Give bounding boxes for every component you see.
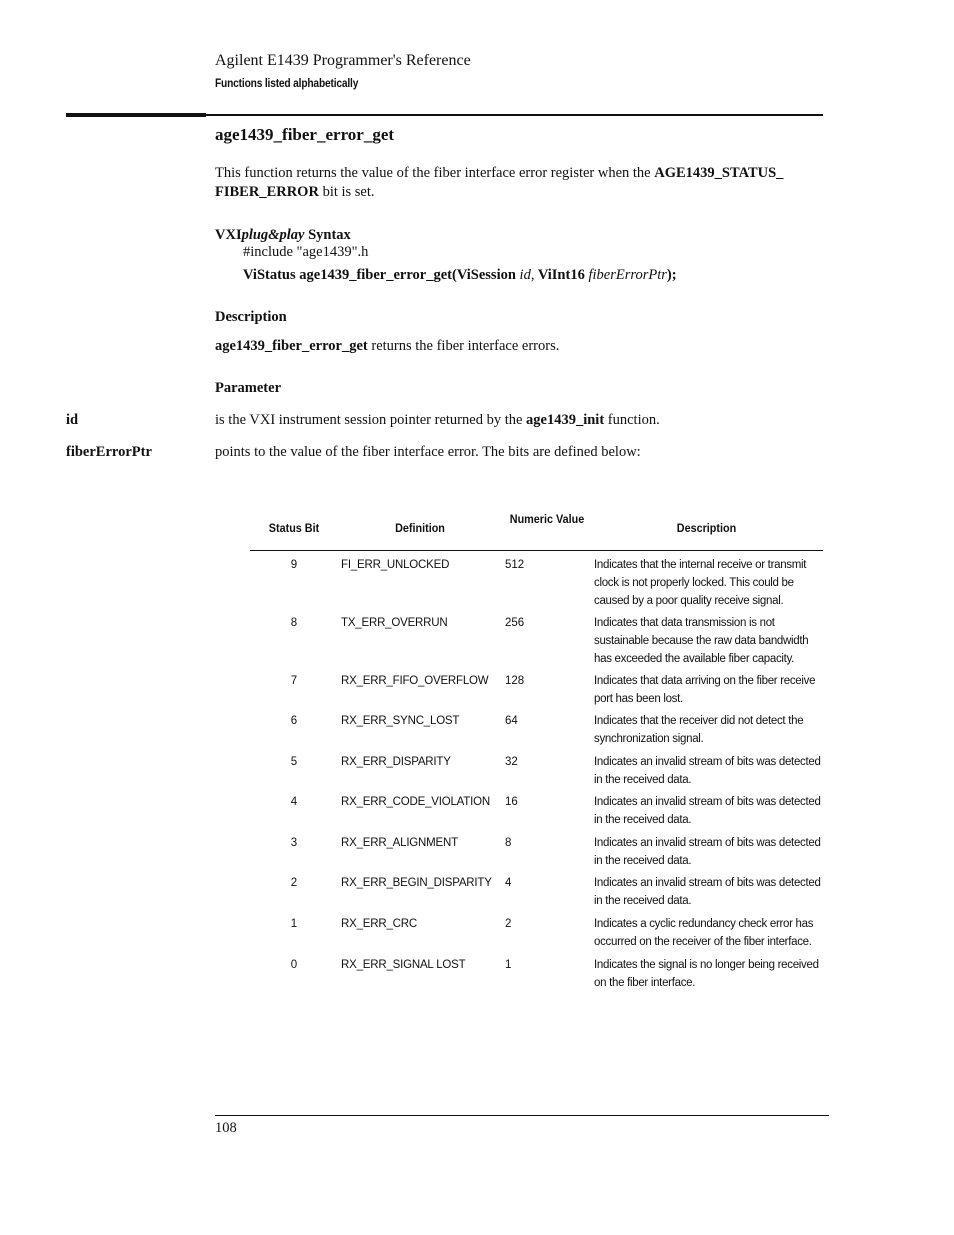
cell-description: Indicates that the internal receive or transmit clock is not properly locked. This could be caused by a poor quality receive signal. [594,559,807,607]
prototype-part: ViInt16 [534,267,589,283]
intro-text-end: bit is set. [318,184,375,200]
prototype-param-fiber: fiberErrorPtr [588,267,667,283]
cell-definition: TX_ERR_OVERRUN [341,617,448,629]
running-header-subtitle: Functions listed alphabetically [215,76,359,90]
prototype-part: ViStatus age1439_fiber_error_get(ViSession [243,267,520,283]
cell-definition: RX_ERR_ALIGNMENT [341,837,458,849]
cell-status-bit: 0 [290,959,298,971]
cell-status-bit: 1 [290,918,298,930]
intro-status-flag: AGE1439_STATUS_ FIBER_ERROR [215,165,784,200]
cell-status-bit: 9 [290,559,298,571]
section-rule-thin [206,114,823,116]
cell-status-bit: 8 [290,617,298,629]
cell-status-bit: 6 [290,715,298,727]
syntax-heading-plugplay: plug&play [241,227,305,243]
column-header-description: Description [676,521,737,535]
cell-description: Indicates that data transmission is not sustainable because the raw data bandwidth has exceeded the available fiber capacity. [594,617,809,665]
column-header-status-bit: Status Bit [268,521,320,535]
description-rest: returns the fiber interface errors. [367,338,560,354]
cell-numeric-value: 128 [505,675,525,687]
cell-status-bit: 3 [290,837,298,849]
parameter-name-fiber-error-ptr: fiberErrorPtr [66,444,152,460]
cell-status-bit: 7 [290,675,298,687]
syntax-heading-vxi: VXI [215,227,242,243]
parameter-name-id: id [66,412,79,428]
parameter-desc-fiber-error-ptr: points to the value of the fiber interface error. The bits are defined below: [215,444,641,460]
cell-description: Indicates an invalid stream of bits was detected in the received data. [594,837,821,867]
syntax-heading [215,227,351,244]
intro-paragraph [215,164,827,202]
cell-numeric-value: 512 [505,559,525,571]
cell-description: Indicates the signal is no longer being received on the fiber interface. [594,959,819,989]
cell-definition: RX_ERR_SIGNAL LOST [341,959,466,971]
cell-description: Indicates that the receiver did not detect the synchronization signal. [594,715,804,745]
cell-numeric-value: 64 [505,715,518,727]
cell-description: Indicates a cyclic redundancy check error has occurred on the receiver of the fiber interface. [594,918,814,948]
cell-definition: RX_ERR_SYNC_LOST [341,715,460,727]
cell-definition: RX_ERR_CRC [341,918,417,930]
function-prototype [243,267,677,284]
cell-definition: RX_ERR_CODE_VIOLATION [341,796,490,808]
description-heading: Description [215,309,287,325]
parameter-desc-text: is the VXI instrument session pointer returned by the [215,412,527,428]
cell-status-bit: 2 [290,877,298,889]
table-header-rule [250,550,823,551]
parameter-desc-function: age1439_init [526,412,605,428]
parameter-desc-id [215,412,660,429]
cell-status-bit: 5 [290,756,298,768]
cell-definition: FI_ERR_UNLOCKED [341,559,450,571]
cell-description: Indicates an invalid stream of bits was detected in the received data. [594,756,821,786]
cell-definition: RX_ERR_DISPARITY [341,756,451,768]
description-function-name: age1439_fiber_error_get [215,338,368,354]
cell-numeric-value: 1 [505,959,512,971]
cell-description: Indicates an invalid stream of bits was detected in the received data. [594,877,821,907]
prototype-end: ); [666,267,677,283]
include-line: #include "age1439".h [243,244,369,260]
prototype-param-id: id, [519,267,535,283]
intro-text: This function returns the value of the fiber interface error register when the [215,165,655,181]
section-rule-thick [66,113,206,117]
cell-numeric-value: 16 [505,796,518,808]
parameter-heading: Parameter [215,380,282,396]
cell-numeric-value: 4 [505,877,512,889]
syntax-heading-label: Syntax [304,227,351,243]
column-header-numeric-value: Numeric Value [509,512,585,526]
page-number: 108 [215,1120,237,1136]
cell-numeric-value: 2 [505,918,512,930]
footer-rule [215,1115,829,1116]
cell-numeric-value: 256 [505,617,525,629]
function-title: age1439_fiber_error_get [215,125,395,144]
cell-numeric-value: 32 [505,756,518,768]
cell-description: Indicates that data arriving on the fiber receive port has been lost. [594,675,816,705]
cell-definition: RX_ERR_BEGIN_DISPARITY [341,877,492,889]
parameter-desc-text-end: function. [604,412,660,428]
column-header-definition: Definition [395,521,445,535]
cell-numeric-value: 8 [505,837,512,849]
running-header-title: Agilent E1439 Programmer's Reference [215,52,471,69]
description-text [215,338,559,355]
cell-description: Indicates an invalid stream of bits was detected in the received data. [594,796,821,826]
cell-definition: RX_ERR_FIFO_OVERFLOW [341,675,489,687]
cell-status-bit: 4 [290,796,298,808]
